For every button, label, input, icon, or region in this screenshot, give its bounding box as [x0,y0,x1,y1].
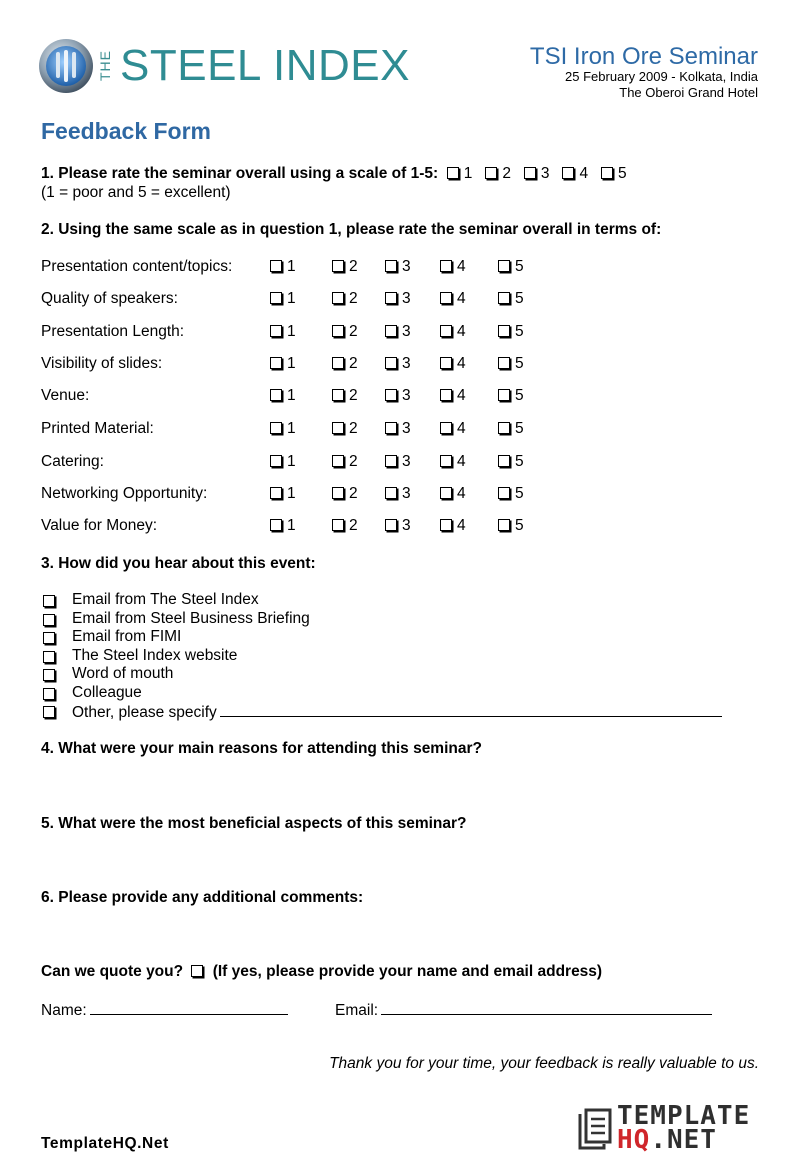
source-label: The Steel Index website [72,646,238,664]
rating-option-2[interactable] [332,420,358,438]
rating-checkbox[interactable] [385,357,397,369]
q1-checkbox-3[interactable] [524,167,536,179]
rating-option-2[interactable] [332,258,358,276]
rating-option-1[interactable] [270,323,296,341]
q1-checkbox-4[interactable] [562,167,574,179]
rating-option-label: 3 [402,355,411,372]
q1-option-3: 3 [540,165,550,182]
rating-option-label: 5 [515,517,524,534]
name-field[interactable] [90,1000,288,1015]
rating-checkbox[interactable] [385,389,397,401]
rating-checkbox[interactable] [332,422,344,434]
rating-option-label: 3 [402,420,411,437]
rating-checkbox[interactable] [440,325,452,337]
rating-option-1[interactable] [270,258,296,276]
rating-option-label: 2 [349,290,358,307]
rating-option-label: 3 [402,485,411,502]
rating-option-1[interactable] [270,355,296,373]
rating-option-label: 5 [515,323,524,340]
rating-option-4[interactable] [440,517,466,535]
rating-option-4[interactable] [440,453,466,471]
form-title: Feedback Form [41,118,211,144]
question-6-text: 6. Please provide any additional comments: [41,889,364,906]
email-field-row [335,1000,712,1020]
rating-option-label: 5 [515,258,524,275]
q1-option-5: 5 [617,165,627,182]
rating-checkbox[interactable] [498,455,510,467]
source-checkbox[interactable] [43,688,55,700]
rating-checkbox[interactable] [498,519,510,531]
rating-option-label: 4 [457,453,466,470]
rating-row-label: Networking Opportunity: [41,485,208,502]
rating-option-2[interactable] [332,485,358,503]
name-field-row [41,1000,288,1020]
email-field[interactable] [381,1000,712,1015]
rating-option-2[interactable] [332,387,358,405]
rating-row-label: Presentation content/topics: [41,258,233,275]
other-specify-field[interactable] [220,702,722,717]
rating-checkbox[interactable] [385,487,397,499]
source-checkbox[interactable] [43,632,55,644]
rating-checkbox[interactable] [270,260,282,272]
rating-row-label: Venue: [41,387,90,404]
question-4-answer-area[interactable] [41,762,741,812]
rating-checkbox[interactable] [385,325,397,337]
watermark-line1: TEMPLATE [617,1101,751,1131]
rating-option-4[interactable] [440,323,466,341]
rating-option-1[interactable] [270,517,296,535]
rating-option-5[interactable] [498,453,524,471]
rating-option-label: 1 [287,290,296,307]
rating-checkbox[interactable] [385,292,397,304]
rating-option-label: 1 [287,258,296,275]
rating-checkbox[interactable] [498,422,510,434]
rating-option-3[interactable] [385,258,411,276]
rating-checkbox[interactable] [498,292,510,304]
rating-option-label: 2 [349,453,358,470]
footer-site: TemplateHQ.Net [41,1135,169,1152]
rating-option-3[interactable] [385,290,411,308]
rating-checkbox[interactable] [498,260,510,272]
rating-option-4[interactable] [440,420,466,438]
rating-option-5[interactable] [498,323,524,341]
rating-option-5[interactable] [498,355,524,373]
rating-option-2[interactable] [332,355,358,373]
rating-option-label: 2 [349,485,358,502]
rating-option-2[interactable] [332,453,358,471]
rating-option-label: 2 [349,517,358,534]
rating-checkbox[interactable] [498,325,510,337]
rating-option-label: 5 [515,420,524,437]
rating-option-3[interactable] [385,453,411,471]
rating-row-label: Value for Money: [41,517,158,534]
rating-option-label: 4 [457,420,466,437]
rating-checkbox[interactable] [385,260,397,272]
rating-checkbox[interactable] [332,292,344,304]
q1-scale-note: (1 = poor and 5 = excellent) [41,184,231,201]
rating-option-label: 1 [287,517,296,534]
q1-option-4: 4 [579,165,589,182]
rating-checkbox[interactable] [498,357,510,369]
rating-option-3[interactable] [385,420,411,438]
templatehq-watermark [617,1101,751,1155]
rating-checkbox[interactable] [440,260,452,272]
rating-option-label: 5 [515,355,524,372]
rating-row-label: Quality of speakers: [41,290,178,307]
source-checkbox[interactable] [43,614,55,626]
rating-option-label: 1 [287,420,296,437]
rating-checkbox[interactable] [332,519,344,531]
source-label: Email from The Steel Index [72,591,259,608]
rating-option-2[interactable] [332,290,358,308]
email-label: Email: [335,1002,379,1019]
rating-checkbox[interactable] [270,292,282,304]
rating-checkbox[interactable] [440,455,452,467]
rating-option-label: 1 [287,387,296,404]
rating-option-2[interactable] [332,323,358,341]
rating-option-label: 3 [402,453,411,470]
rating-option-2[interactable] [332,517,358,535]
rating-option-label: 3 [402,290,411,307]
q1-option-1: 1 [463,165,473,182]
rating-option-3[interactable] [385,517,411,535]
rating-option-label: 2 [349,420,358,437]
rating-option-label: 5 [515,387,524,404]
rating-option-label: 5 [515,290,524,307]
rating-option-1[interactable] [270,420,296,438]
question-3-text: 3. How did you hear about this event: [41,555,316,572]
rating-checkbox[interactable] [332,357,344,369]
question-5-answer-area[interactable] [41,837,741,887]
question-1-text: 1. Please rate the seminar overall using a scale of 1-5: [41,165,439,182]
rating-option-5[interactable] [498,420,524,438]
rating-option-label: 3 [402,258,411,275]
q1-checkbox-5[interactable] [601,167,613,179]
source-checkbox[interactable] [43,595,55,607]
rating-option-label: 1 [287,355,296,372]
rating-option-4[interactable] [440,290,466,308]
source-label: Colleague [72,683,142,701]
steel-index-logo [38,38,94,94]
rating-checkbox[interactable] [332,487,344,499]
source-checkbox-other[interactable] [43,706,55,718]
q1-checkbox-2[interactable] [485,167,497,179]
rating-option-label: 3 [402,323,411,340]
rating-option-label: 5 [515,453,524,470]
rating-row-label: Presentation Length: [41,323,185,340]
rating-checkbox[interactable] [440,487,452,499]
rating-option-label: 1 [287,323,296,340]
rating-option-1[interactable] [270,485,296,503]
rating-checkbox[interactable] [270,519,282,531]
rating-checkbox[interactable] [385,519,397,531]
rating-option-5[interactable] [498,485,524,503]
rating-row-label: Catering: [41,453,104,470]
rating-checkbox[interactable] [270,357,282,369]
document-icon [578,1108,612,1155]
rating-checkbox[interactable] [270,389,282,401]
rating-checkbox[interactable] [332,389,344,401]
thank-you-note: Thank you for your time, your feedback is really valuable to us. [329,1055,759,1072]
rating-checkbox[interactable] [270,487,282,499]
rating-option-3[interactable] [385,323,411,341]
question-2-text: 2. Using the same scale as in question 1, please rate the seminar overall in terms of: [41,221,662,238]
rating-option-3[interactable] [385,355,411,373]
rating-checkbox[interactable] [385,455,397,467]
rating-checkbox[interactable] [440,389,452,401]
rating-option-1[interactable] [270,387,296,405]
rating-option-4[interactable] [440,387,466,405]
source-label: Email from Steel Business Briefing [72,609,310,627]
rating-checkbox[interactable] [498,487,510,499]
watermark-hq: HQ [617,1125,651,1155]
rating-option-label: 3 [402,387,411,404]
quote-checkbox[interactable] [191,965,203,977]
q1-checkbox-1[interactable] [447,167,459,179]
rating-option-1[interactable] [270,453,296,471]
rating-option-label: 4 [457,323,466,340]
watermark-net: .NET [650,1125,717,1155]
rating-row-label: Visibility of slides: [41,355,163,372]
question-6-answer-area[interactable] [41,911,741,961]
rating-option-label: 4 [457,387,466,404]
rating-option-3[interactable] [385,485,411,503]
question-4-text: 4. What were your main reasons for attending this seminar? [41,740,482,757]
quote-question [41,963,602,981]
rating-checkbox[interactable] [498,389,510,401]
source-label-other: Other, please specify [72,704,217,721]
rating-checkbox[interactable] [270,455,282,467]
rating-option-5[interactable] [498,517,524,535]
event-date: 25 February 2009 - Kolkata, India [565,69,758,84]
rating-option-3[interactable] [385,387,411,405]
rating-checkbox[interactable] [385,422,397,434]
rating-option-4[interactable] [440,485,466,503]
event-title: TSI Iron Ore Seminar [529,43,758,70]
rating-option-label: 2 [349,355,358,372]
rating-option-1[interactable] [270,290,296,308]
rating-option-label: 4 [457,258,466,275]
rating-checkbox[interactable] [332,455,344,467]
logo-the-text: THE [97,50,113,82]
source-label: Email from FIMI [72,628,182,645]
rating-option-label: 1 [287,453,296,470]
rating-checkbox[interactable] [440,519,452,531]
rating-row-label: Printed Material: [41,420,154,437]
rating-option-label: 2 [349,387,358,404]
rating-option-5[interactable] [498,290,524,308]
rating-option-label: 4 [457,290,466,307]
rating-checkbox[interactable] [440,357,452,369]
quote-question-text: Can we quote you? [41,963,184,980]
rating-checkbox[interactable] [440,422,452,434]
rating-option-label: 1 [287,485,296,502]
q1-option-2: 2 [502,165,511,182]
name-label: Name: [41,1002,87,1019]
source-label: Word of mouth [72,665,174,682]
rating-option-5[interactable] [498,258,524,276]
rating-option-label: 2 [349,323,358,340]
rating-option-label: 2 [349,258,358,275]
rating-checkbox[interactable] [270,325,282,337]
question-1 [41,165,627,183]
rating-checkbox[interactable] [332,325,344,337]
rating-checkbox[interactable] [440,292,452,304]
steel-index-logo-icon [38,38,94,94]
source-checkbox[interactable] [43,669,55,681]
question-5-text: 5. What were the most beneficial aspects of this seminar? [41,815,467,832]
rating-checkbox[interactable] [332,260,344,272]
logo-wordmark: STEEL INDEX [120,41,410,90]
source-checkbox[interactable] [43,651,55,663]
rating-option-4[interactable] [440,258,466,276]
rating-option-label: 5 [515,485,524,502]
event-venue: The Oberoi Grand Hotel [619,85,758,100]
rating-option-label: 4 [457,517,466,534]
rating-option-label: 4 [457,485,466,502]
rating-option-5[interactable] [498,387,524,405]
quote-note: (If yes, please provide your name and email address) [212,963,603,980]
rating-option-label: 4 [457,355,466,372]
rating-option-label: 3 [402,517,411,534]
rating-checkbox[interactable] [270,422,282,434]
rating-option-4[interactable] [440,355,466,373]
